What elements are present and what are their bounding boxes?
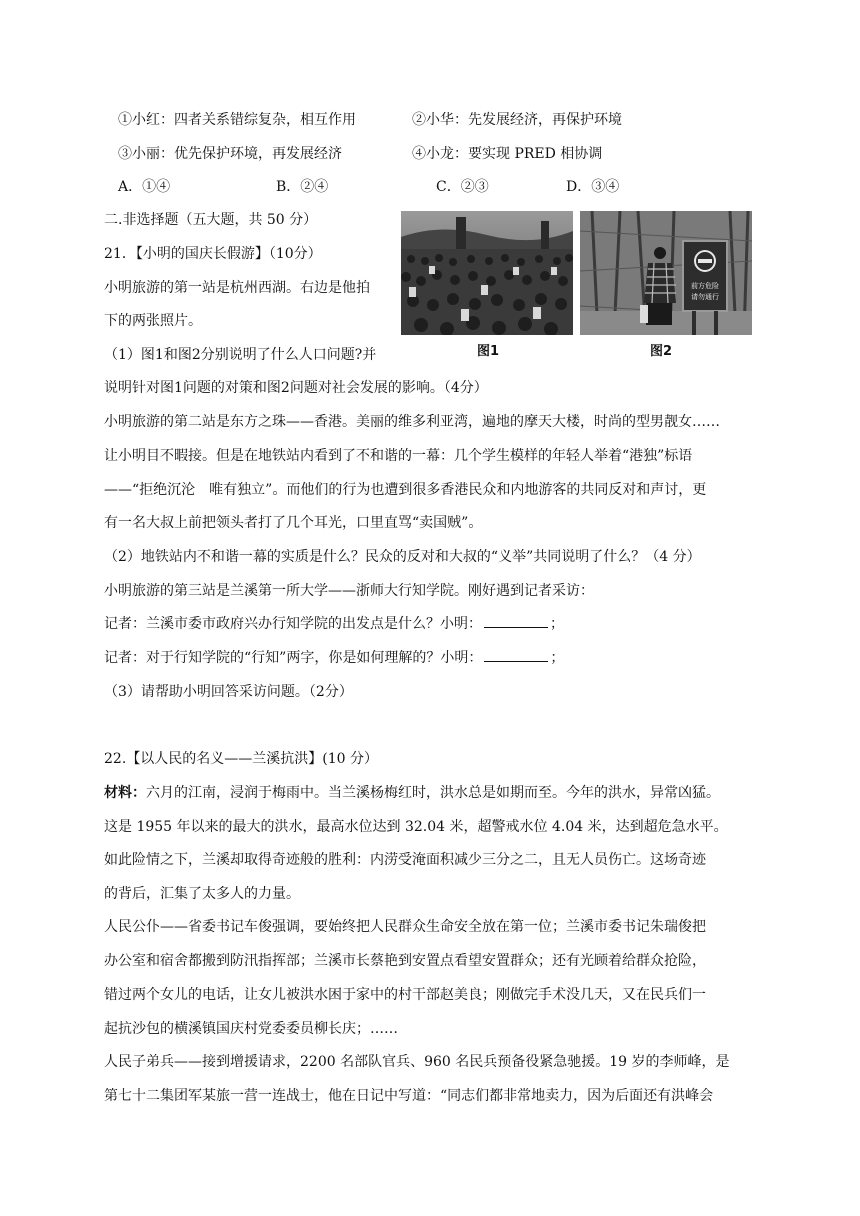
q22-material-line1 <box>104 783 720 803</box>
choice-a: A．①④ <box>118 179 171 195</box>
q21-para1-line2: 下的两张照片。 <box>104 313 202 329</box>
q21-interview-2 <box>104 648 564 668</box>
semicolon: ； <box>550 650 565 666</box>
crowd-photo <box>401 211 573 335</box>
option-1: ①小红：四者关系错综复杂，相互作用 <box>118 112 356 128</box>
material-label: 材料： <box>104 785 146 801</box>
choice-d: D．③④ <box>566 179 620 195</box>
figure-1-caption: 图1 <box>477 344 500 359</box>
q22-servant-line4: 起抗沙包的横溪镇国庆村党委委员柳长庆；…… <box>104 1021 398 1037</box>
choice-b: B．②④ <box>276 179 329 195</box>
sign-text-line1: 前方危险 <box>691 282 719 290</box>
q22-title: 22.【以人民的名义——兰溪抗洪】(10 分） <box>104 751 378 767</box>
q21-title: 21．【小明的国庆长假游】（10分） <box>104 246 322 262</box>
q21-interview-1 <box>104 614 564 634</box>
q21-para1-line1: 小明旅游的第一站是杭州西湖。右边是他拍 <box>104 280 370 296</box>
q21-para2-line4: 有一名大叔上前把领头者打了几个耳光，口里直骂“卖国贼”。 <box>104 515 483 531</box>
q21-para2-line3: ——“拒绝沉沦 唯有独立”。而他们的行为也遭到很多香港民众和内地游客的共同反对和声讨，更 <box>104 482 707 498</box>
option-3: ③小丽：优先保护环境，再发展经济 <box>118 146 342 162</box>
semicolon: ； <box>550 616 564 632</box>
q21-question3: （3）请帮助小明回答采访问题。（2分） <box>104 684 353 700</box>
answer-blank-1[interactable] <box>484 614 548 628</box>
q21-question1-line1: （1）图1和图2分别说明了什么人口问题?并 <box>104 347 377 363</box>
q22-servant-line3: 错过两个女儿的电话，让女儿被洪水困于家中的村干部赵美良；刚做完手术没几天，又在民兵们一 <box>104 987 706 1003</box>
option-2: ②小华：先发展经济，再保护环境 <box>412 112 622 128</box>
section-title: 二.非选择题（五大题，共 50 分） <box>104 212 318 228</box>
q21-para2-line2: 让小明目不暇接。但是在地铁站内看到了不和谐的一幕：几个学生模样的年轻人举着“港独”标语 <box>104 448 693 464</box>
q22-soldier-line1: 人民子弟兵——接到增援请求，2200 名部队官兵、960 名民兵预备役紧急驰援。19 岁的李师峰，是 <box>104 1054 730 1070</box>
answer-blank-2[interactable] <box>484 648 548 662</box>
interview-question-1: 记者：兰溪市委市政府兴办行知学院的出发点是什么？小明： <box>104 616 482 632</box>
sign-text-line2: 请勿通行 <box>691 293 719 301</box>
option-4: ④小龙：要实现 PRED 相协调 <box>412 146 603 162</box>
material-text-1: 六月的江南，浸润于梅雨中。当兰溪杨梅红时，洪水总是如期而至。今年的洪水，异常凶猛。 <box>146 785 720 801</box>
q21-question2: （2）地铁站内不和谐一幕的实质是什么？民众的反对和大叔的“义举”共同说明了什么？（4 分） <box>104 549 701 565</box>
interview-question-2: 记者：对于行知学院的“行知”两字，你是如何理解的？小明： <box>104 650 483 666</box>
q22-material-line2: 这是 1955 年以来的最大的洪水，最高水位达到 32.04 米，超警戒水位 4.04 米，达到超危急水平。 <box>104 819 728 835</box>
q22-soldier-line2: 第七十二集团军某旅一营一连战士，他在日记中写道：“同志们都非常地卖力，因为后面还有洪峰会 <box>104 1088 714 1104</box>
choice-c: C．②③ <box>436 179 489 195</box>
q22-material-line4: 的背后，汇集了太多人的力量。 <box>104 886 300 902</box>
forest-sign-photo <box>580 211 752 335</box>
q21-para3: 小明旅游的第三站是兰溪第一所大学——浙师大行知学院。刚好遇到记者采访： <box>104 583 594 599</box>
q21-para2-line1: 小明旅游的第二站是东方之珠——香港。美丽的维多利亚湾，遍地的摩天大楼，时尚的型男靓女…… <box>104 414 720 430</box>
figure-2-caption: 图2 <box>650 344 673 359</box>
q21-question1-line2: 说明针对图1问题的对策和图2问题对社会发展的影响。（4分） <box>104 380 488 396</box>
q22-material-line3: 如此险情之下，兰溪却取得奇迹般的胜利：内涝受淹面积减少三分之二，且无人员伤亡。这场奇迹 <box>104 852 706 868</box>
q22-servant-line1: 人民公仆——省委书记车俊强调，要始终把人民群众生命安全放在第一位；兰溪市委书记朱瑞俊把 <box>104 919 706 935</box>
q22-servant-line2: 办公室和宿舍都搬到防汛指挥部；兰溪市长蔡艳到安置点看望安置群众；还有光顾着给群众抢险， <box>104 953 706 969</box>
